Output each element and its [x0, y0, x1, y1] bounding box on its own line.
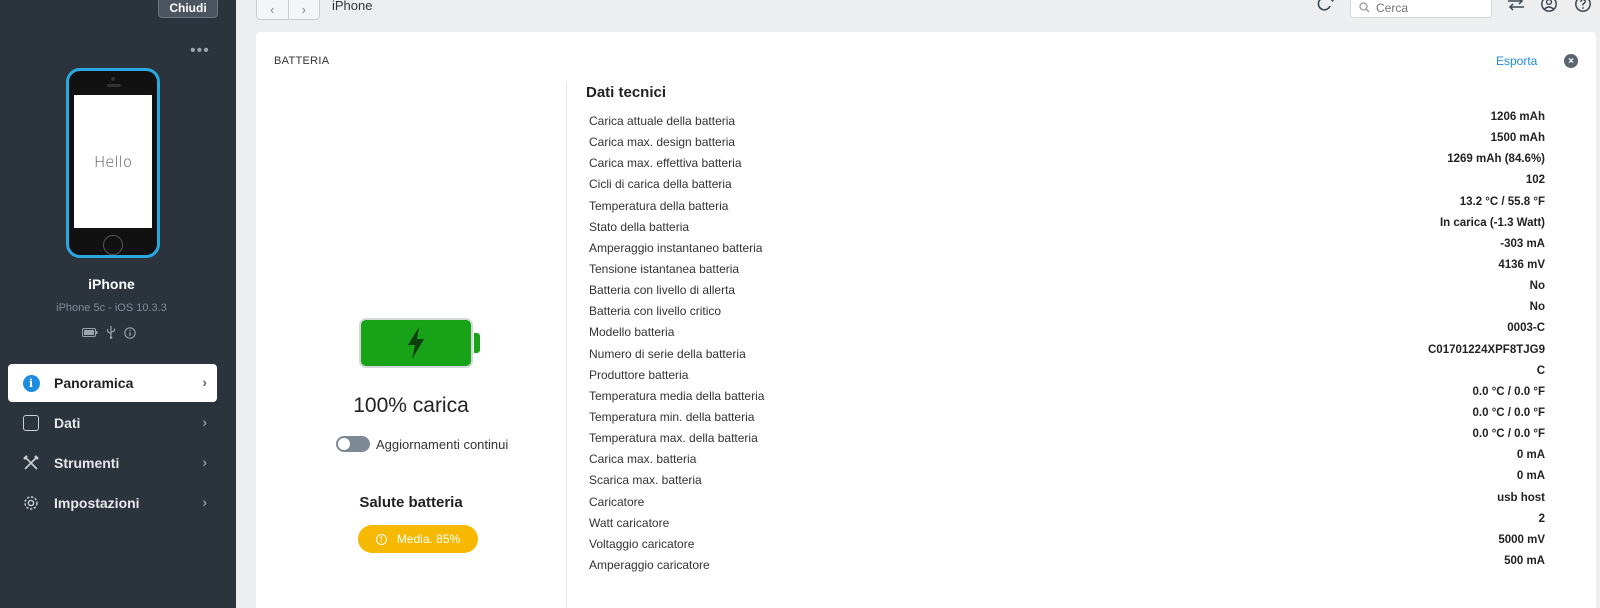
search-box[interactable] [1350, 0, 1492, 18]
sidebar-item-impostazioni[interactable] [8, 484, 217, 522]
tech-data-value: 500 mA [1504, 554, 1545, 567]
tech-data-row [589, 110, 1545, 131]
tech-data-value: No [1529, 280, 1545, 293]
tech-data-label: Temperatura max. della batteria [589, 431, 758, 446]
battery-tip [474, 333, 480, 353]
tech-data-label: Temperatura min. della batteria [589, 409, 755, 424]
tech-data-label: Carica max. effettiva batteria [589, 156, 742, 171]
chevron-right-icon: › [202, 374, 207, 390]
close-button[interactable]: Chiudi [158, 0, 218, 18]
tech-data-value: C01701224XPF8TJG9 [1428, 343, 1545, 356]
tech-data-value: 0 mA [1516, 470, 1545, 483]
tech-data-value: 0 mA [1516, 449, 1545, 462]
sidebar-item-label: Strumenti [54, 455, 120, 471]
user-account-icon[interactable] [1540, 0, 1558, 17]
tech-data-value: 1500 mAh [1490, 132, 1545, 145]
tech-data-row [589, 321, 1545, 342]
tech-data-label: Stato della batteria [589, 219, 690, 234]
tech-data-list [589, 110, 1545, 575]
tech-data-row [589, 216, 1545, 237]
tech-data-label: Caricatore [589, 494, 645, 509]
tech-data-label: Cicli di carica della batteria [589, 177, 732, 192]
tech-data-row [589, 364, 1545, 385]
sidebar-nav [8, 364, 217, 524]
sidebar-item-label: Dati [54, 415, 81, 431]
tech-data-label: Numero di serie della batteria [589, 346, 746, 361]
tech-data-label: Produttore batteria [589, 367, 689, 382]
chevron-right-icon: › [202, 414, 207, 430]
tools-icon [22, 454, 40, 472]
chevron-right-icon: › [202, 454, 207, 470]
tech-data-value: 0.0 °C / 0.0 °F [1472, 428, 1545, 441]
history-nav [256, 0, 320, 20]
warning-icon: ! [376, 534, 387, 545]
square-icon [23, 415, 39, 431]
tech-data-value: 1206 mAh [1490, 111, 1545, 123]
toggle-label: Aggiornamenti continui [376, 436, 509, 452]
sidebar-item-panoramica[interactable] [8, 364, 217, 402]
phone-screen [74, 95, 152, 228]
continuous-updates-toggle[interactable] [336, 436, 370, 452]
tech-data-row [589, 258, 1545, 279]
tech-data-label: Carica max. batteria [589, 452, 697, 467]
tech-data-value: In carica (-1.3 Watt) [1439, 216, 1545, 229]
tech-data-row [589, 448, 1545, 469]
tech-data-label: Batteria con livello di allerta [589, 283, 736, 298]
tech-data-value: 0.0 °C / 0.0 °F [1472, 385, 1545, 398]
tech-data-label: Scarica max. batteria [589, 473, 702, 488]
back-button[interactable]: ‹ [257, 0, 289, 19]
tech-data-label: Batteria con livello critico [589, 304, 722, 319]
sidebar-item-label: Impostazioni [54, 495, 140, 511]
divider [566, 82, 567, 608]
tech-data-value: -303 mA [1500, 237, 1545, 250]
battery-panel [256, 32, 1596, 608]
device-name: iPhone [88, 276, 135, 292]
phone-camera [111, 77, 115, 81]
info-icon[interactable] [124, 327, 136, 342]
tech-data-value: 5000 mV [1498, 533, 1545, 546]
tech-data-row [589, 195, 1545, 216]
tech-data-row [589, 469, 1545, 490]
refresh-icon[interactable] [1314, 0, 1336, 17]
tech-data-label: Voltaggio caricatore [589, 536, 695, 551]
tech-data-value: 0003-C [1507, 322, 1545, 335]
health-title: Salute batteria [359, 494, 463, 511]
sidebar-item-dati[interactable] [8, 404, 217, 442]
topbar [236, 0, 1600, 30]
page-title: iPhone [332, 0, 373, 13]
transfer-icon[interactable] [1506, 0, 1526, 17]
forward-button[interactable]: › [301, 1, 306, 17]
sidebar-item-strumenti[interactable] [8, 444, 217, 482]
tech-data-row [589, 533, 1545, 554]
panel-title: BATTERIA [274, 55, 330, 67]
tech-data-label: Tensione istantanea batteria [589, 261, 740, 276]
tech-data-value: C [1536, 364, 1545, 377]
device-image [66, 68, 160, 258]
tech-data-label: Temperatura della batteria [589, 198, 729, 213]
more-dots-icon[interactable]: ••• [190, 42, 210, 59]
tech-data-value: 102 [1525, 174, 1545, 187]
tech-data-value: 13.2 °C / 55.8 °F [1459, 195, 1545, 208]
tech-data-label: Watt caricatore [589, 515, 670, 530]
chevron-right-icon: › [202, 494, 207, 510]
search-icon [1359, 2, 1370, 13]
lightning-icon [405, 326, 427, 365]
help-icon[interactable] [1574, 0, 1592, 17]
tech-data-row [589, 512, 1545, 533]
tech-data-label: Temperatura media della batteria [589, 388, 765, 403]
tech-data-label: Carica attuale della batteria [589, 114, 736, 128]
tech-data-label: Amperaggio caricatore [589, 557, 710, 572]
tech-data-row [589, 385, 1545, 406]
continuous-updates-row [336, 436, 508, 452]
device-status-icons [82, 326, 136, 342]
export-link[interactable]: Esporta [1496, 54, 1538, 68]
tech-data-row [589, 131, 1545, 152]
tech-data-row [589, 279, 1545, 300]
tech-data-row [589, 152, 1545, 173]
search-input[interactable] [1376, 1, 1476, 15]
tech-data-title: Dati tecnici [586, 84, 667, 101]
tech-data-value: 1269 mAh (84.6%) [1447, 153, 1545, 166]
info-icon: i [23, 375, 40, 392]
device-model: iPhone 5c - iOS 10.3.3 [56, 302, 167, 314]
usb-icon [106, 326, 116, 342]
battery-graphic [359, 318, 475, 370]
tech-data-row [589, 427, 1545, 448]
tech-data-row [589, 237, 1545, 258]
phone-screen-text: Hello [93, 152, 133, 171]
charge-level-text: 100% carica [353, 394, 469, 417]
tech-data-value: 0.0 °C / 0.0 °F [1472, 406, 1545, 419]
tech-data-label: Modello batteria [589, 325, 675, 340]
tech-data-row [589, 173, 1545, 194]
tech-data-value: 2 [1538, 512, 1545, 525]
tech-data-row [589, 491, 1545, 512]
tech-data-value: 4136 mV [1498, 258, 1545, 271]
tech-data-label: Carica max. design batteria [589, 135, 736, 150]
phone-home-button [103, 235, 123, 255]
phone-speaker [107, 84, 121, 87]
tech-data-row [589, 554, 1545, 575]
health-badge-text: Media. 85% [396, 532, 461, 546]
tech-data-row [589, 343, 1545, 364]
health-badge [358, 525, 478, 553]
tech-data-value: usb host [1497, 491, 1545, 504]
close-icon[interactable]: × [1564, 54, 1578, 68]
tech-data-row [589, 406, 1545, 427]
gear-icon [22, 494, 40, 512]
tech-data-value: No [1529, 301, 1545, 314]
sidebar-item-label: Panoramica [54, 375, 134, 391]
tech-data-row [589, 300, 1545, 321]
battery-icon [82, 328, 98, 340]
tech-data-label: Amperaggio instantaneo batteria [589, 240, 763, 255]
sidebar [0, 0, 236, 608]
